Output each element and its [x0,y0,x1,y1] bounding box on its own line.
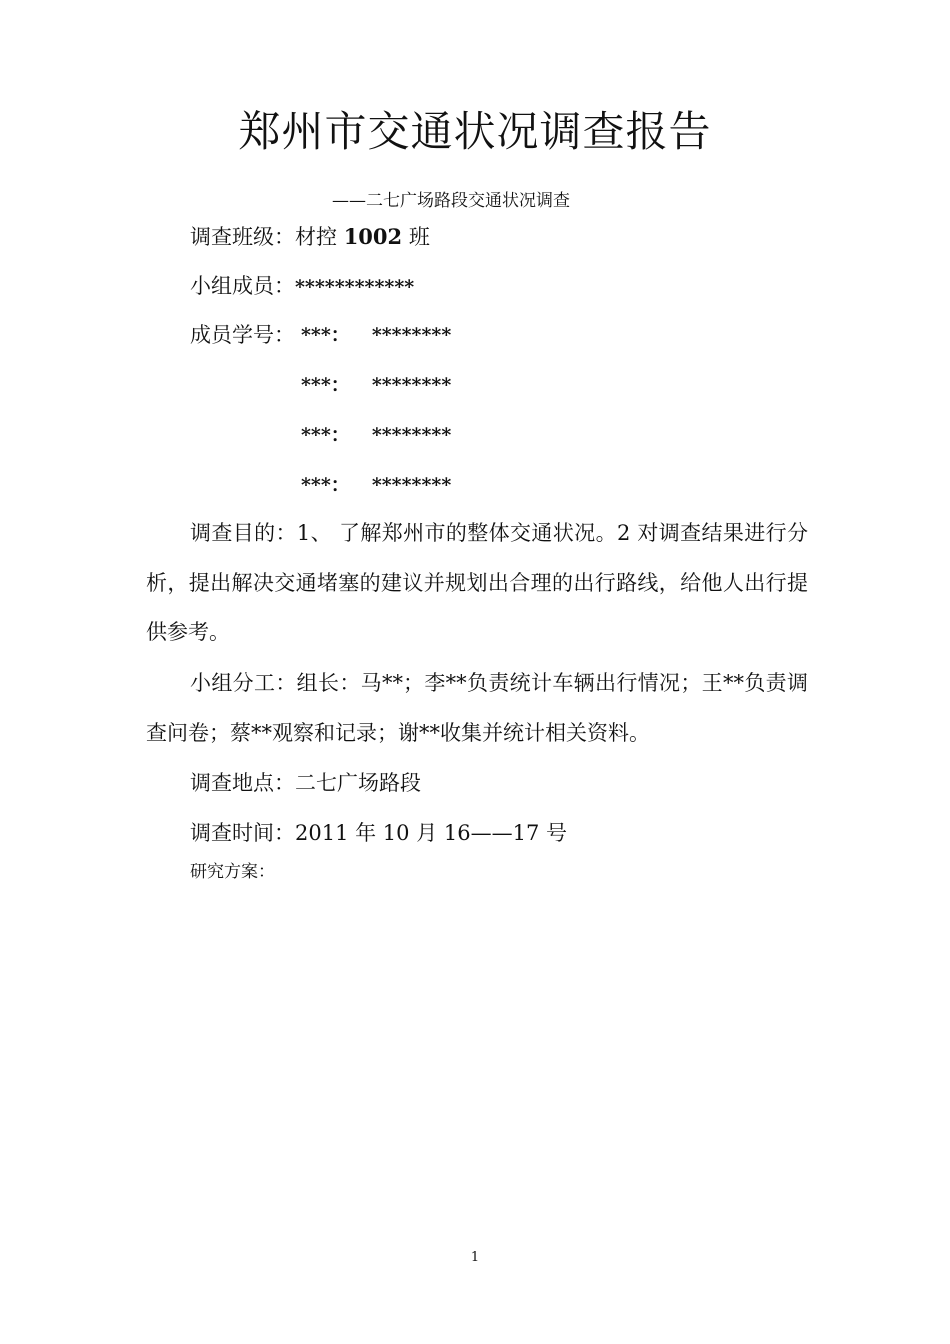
location-line: 调查地点：二七广场路段 [190,771,421,795]
student-id-name: ***： [301,324,350,346]
members-label: 小组成员： [190,274,295,298]
student-id-name: ***： [301,474,350,496]
student-id-code: ******** [371,324,452,346]
members-value: ************ [295,276,415,298]
division-paragraph: 小组分工：组长：马**；李**负责统计车辆出行情况；王**负责调查问卷；蔡**观察和记录；谢**收集并统计相关资料。 [146,671,808,745]
student-id-code: ******** [371,424,452,446]
student-id-row [301,370,451,400]
student-id-row [301,470,451,500]
student-id-row [301,420,451,450]
members-line [190,271,414,302]
class-info-label: 调查班级： [190,225,295,249]
class-info-prefix: 材控 [295,225,344,249]
document-subtitle: ——二七广场路段交通状况调查 [332,191,570,211]
plan-label: 研究方案： [190,862,275,882]
time-line: 调查时间：2011 年 10 月 16——17 号 [190,821,567,845]
class-info-line [190,222,430,252]
document-title: 郑州市交通状况调查报告 [238,107,712,156]
student-id-name: ***： [301,424,350,446]
student-ids-label-line [190,320,295,350]
student-id-code: ******** [371,474,452,496]
student-id-row [301,320,451,350]
class-info-number: 1002 [343,224,403,249]
student-id-code: ******** [371,374,452,396]
student-ids-label: 成员学号： [190,323,295,347]
class-info-suffix: 班 [402,225,430,249]
purpose-paragraph: 调查目的：1、 了解郑州市的整体交通状况。2 对调查结果进行分析，提出解决交通堵塞的建议并规划出合理的出行路线，给他人出行提供参考。 [146,521,808,644]
page-number: 1 [470,1250,480,1265]
student-id-name: ***： [301,374,350,396]
